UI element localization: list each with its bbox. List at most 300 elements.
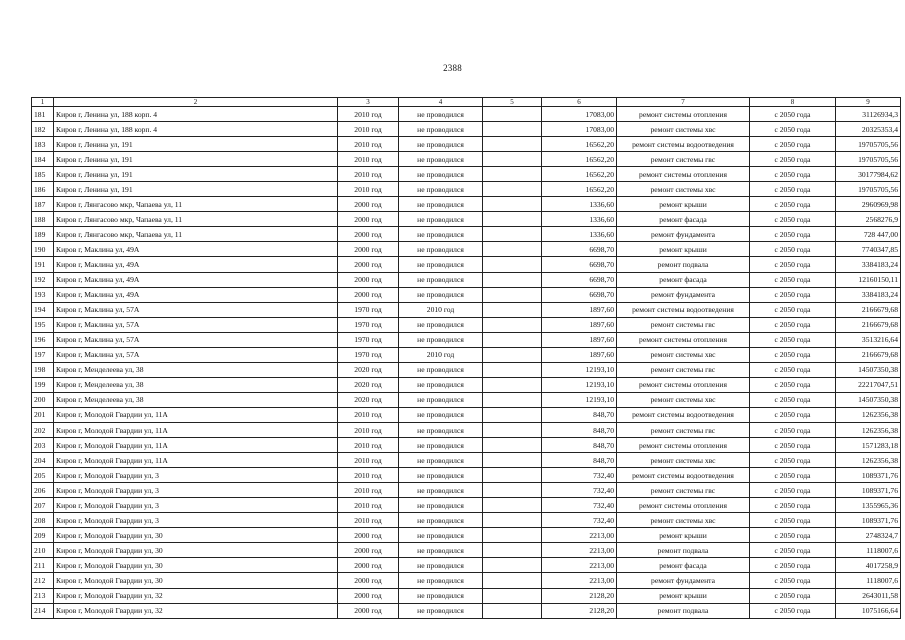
- empty-cell: [483, 287, 542, 302]
- address-cell: Киров г, Молодой Гвардии ул, 30: [54, 528, 338, 543]
- last-repair-cell: не проводился: [399, 332, 483, 347]
- table-body: [32, 107, 901, 619]
- cost-cell: 19705705,56: [836, 152, 901, 167]
- empty-cell: [483, 513, 542, 528]
- empty-cell: [483, 272, 542, 287]
- cost-cell: 1089371,76: [836, 468, 901, 483]
- empty-cell: [483, 122, 542, 137]
- area-cell: 2128,20: [542, 603, 617, 618]
- work-type-cell: ремонт системы водоотведения: [617, 137, 750, 152]
- area-cell: 1336,60: [542, 212, 617, 227]
- address-cell: Киров г, Менделеева ул, 38: [54, 377, 338, 392]
- area-cell: 1897,60: [542, 332, 617, 347]
- row-number-cell: 187: [32, 197, 54, 212]
- row-number-cell: 181: [32, 107, 54, 122]
- address-cell: Киров г, Молодой Гвардии ул, 32: [54, 588, 338, 603]
- area-cell: 848,70: [542, 453, 617, 468]
- address-cell: Киров г, Молодой Гвардии ул, 30: [54, 543, 338, 558]
- area-cell: 6698,70: [542, 257, 617, 272]
- row-number-cell: 205: [32, 468, 54, 483]
- table-row: [32, 468, 901, 483]
- planned-period-cell: с 2050 года: [750, 287, 836, 302]
- area-cell: 12193,10: [542, 362, 617, 377]
- planned-period-cell: с 2050 года: [750, 227, 836, 242]
- cost-cell: 728 447,00: [836, 227, 901, 242]
- work-type-cell: ремонт системы гвс: [617, 317, 750, 332]
- cost-cell: 2166679,68: [836, 347, 901, 362]
- build-year-cell: 2010 год: [338, 468, 399, 483]
- cost-cell: 3384183,24: [836, 287, 901, 302]
- planned-period-cell: с 2050 года: [750, 242, 836, 257]
- empty-cell: [483, 588, 542, 603]
- address-cell: Киров г, Ленина ул, 191: [54, 167, 338, 182]
- row-number-cell: 210: [32, 543, 54, 558]
- last-repair-cell: не проводился: [399, 453, 483, 468]
- row-number-cell: 198: [32, 362, 54, 377]
- address-cell: Киров г, Маклина ул, 49А: [54, 272, 338, 287]
- area-cell: 17083,00: [542, 107, 617, 122]
- area-cell: 848,70: [542, 438, 617, 453]
- last-repair-cell: не проводился: [399, 377, 483, 392]
- table-row: [32, 483, 901, 498]
- area-cell: 2213,00: [542, 543, 617, 558]
- planned-period-cell: с 2050 года: [750, 272, 836, 287]
- address-cell: Киров г, Маклина ул, 49А: [54, 242, 338, 257]
- table-row: [32, 167, 901, 182]
- cost-cell: 31126934,3: [836, 107, 901, 122]
- build-year-cell: 2020 год: [338, 392, 399, 407]
- area-cell: 2213,00: [542, 528, 617, 543]
- table-row: [32, 438, 901, 453]
- empty-cell: [483, 167, 542, 182]
- area-cell: 6698,70: [542, 287, 617, 302]
- last-repair-cell: не проводился: [399, 137, 483, 152]
- row-number-cell: 191: [32, 257, 54, 272]
- work-type-cell: ремонт крыши: [617, 197, 750, 212]
- registry-table: [31, 97, 901, 619]
- last-repair-cell: не проводился: [399, 107, 483, 122]
- build-year-cell: 1970 год: [338, 332, 399, 347]
- row-number-cell: 192: [32, 272, 54, 287]
- area-cell: 6698,70: [542, 242, 617, 257]
- empty-cell: [483, 558, 542, 573]
- empty-cell: [483, 257, 542, 272]
- table-row: [32, 588, 901, 603]
- address-cell: Киров г, Лянгасово мкр, Чапаева ул, 11: [54, 227, 338, 242]
- empty-cell: [483, 422, 542, 437]
- cost-cell: 3384183,24: [836, 257, 901, 272]
- area-cell: 2128,20: [542, 588, 617, 603]
- work-type-cell: ремонт системы хвс: [617, 182, 750, 197]
- planned-period-cell: с 2050 года: [750, 182, 836, 197]
- build-year-cell: 1970 год: [338, 302, 399, 317]
- last-repair-cell: не проводился: [399, 422, 483, 437]
- empty-cell: [483, 483, 542, 498]
- work-type-cell: ремонт подвала: [617, 257, 750, 272]
- last-repair-cell: 2010 год: [399, 302, 483, 317]
- last-repair-cell: не проводился: [399, 588, 483, 603]
- address-cell: Киров г, Менделеева ул, 38: [54, 362, 338, 377]
- build-year-cell: 2010 год: [338, 483, 399, 498]
- table-row: [32, 392, 901, 407]
- address-cell: Киров г, Маклина ул, 49А: [54, 287, 338, 302]
- planned-period-cell: с 2050 года: [750, 317, 836, 332]
- last-repair-cell: не проводился: [399, 182, 483, 197]
- last-repair-cell: не проводился: [399, 257, 483, 272]
- build-year-cell: 2010 год: [338, 407, 399, 422]
- planned-period-cell: с 2050 года: [750, 407, 836, 422]
- table-row: [32, 498, 901, 513]
- area-cell: 2213,00: [542, 573, 617, 588]
- table-row: [32, 362, 901, 377]
- empty-cell: [483, 468, 542, 483]
- work-type-cell: ремонт системы отопления: [617, 438, 750, 453]
- work-type-cell: ремонт системы водоотведения: [617, 468, 750, 483]
- build-year-cell: 2020 год: [338, 362, 399, 377]
- row-number-cell: 184: [32, 152, 54, 167]
- address-cell: Киров г, Ленина ул, 191: [54, 152, 338, 167]
- planned-period-cell: с 2050 года: [750, 137, 836, 152]
- address-cell: Киров г, Маклина ул, 57А: [54, 347, 338, 362]
- header-cell-number: 1: [32, 98, 54, 107]
- planned-period-cell: с 2050 года: [750, 377, 836, 392]
- table-row: [32, 543, 901, 558]
- row-number-cell: 182: [32, 122, 54, 137]
- planned-period-cell: с 2050 года: [750, 302, 836, 317]
- cost-cell: 14507350,38: [836, 392, 901, 407]
- cost-cell: 2643011,58: [836, 588, 901, 603]
- address-cell: Киров г, Ленина ул, 188 корп. 4: [54, 107, 338, 122]
- last-repair-cell: не проводился: [399, 603, 483, 618]
- row-number-cell: 197: [32, 347, 54, 362]
- table-row: [32, 272, 901, 287]
- planned-period-cell: с 2050 года: [750, 528, 836, 543]
- row-number-cell: 204: [32, 453, 54, 468]
- row-number-cell: 201: [32, 407, 54, 422]
- work-type-cell: ремонт системы гвс: [617, 362, 750, 377]
- table-row: [32, 212, 901, 227]
- work-type-cell: ремонт системы хвс: [617, 122, 750, 137]
- empty-cell: [483, 392, 542, 407]
- row-number-cell: 199: [32, 377, 54, 392]
- work-type-cell: ремонт фундамента: [617, 287, 750, 302]
- planned-period-cell: с 2050 года: [750, 332, 836, 347]
- last-repair-cell: не проводился: [399, 287, 483, 302]
- row-number-cell: 203: [32, 438, 54, 453]
- address-cell: Киров г, Менделеева ул, 38: [54, 392, 338, 407]
- empty-cell: [483, 377, 542, 392]
- area-cell: 16562,20: [542, 152, 617, 167]
- work-type-cell: ремонт фасада: [617, 558, 750, 573]
- area-cell: 1897,60: [542, 347, 617, 362]
- area-cell: 16562,20: [542, 167, 617, 182]
- table-row: [32, 257, 901, 272]
- area-cell: 732,40: [542, 498, 617, 513]
- work-type-cell: ремонт фундамента: [617, 227, 750, 242]
- table-row: [32, 317, 901, 332]
- row-number-cell: 214: [32, 603, 54, 618]
- address-cell: Киров г, Молодой Гвардии ул, 3: [54, 498, 338, 513]
- row-number-cell: 188: [32, 212, 54, 227]
- work-type-cell: ремонт системы хвс: [617, 392, 750, 407]
- address-cell: Киров г, Лянгасово мкр, Чапаева ул, 11: [54, 197, 338, 212]
- address-cell: Киров г, Ленина ул, 188 корп. 4: [54, 122, 338, 137]
- table-row: [32, 287, 901, 302]
- row-number-cell: 212: [32, 573, 54, 588]
- area-cell: 1336,60: [542, 197, 617, 212]
- table-row: [32, 197, 901, 212]
- cost-cell: 22217047,51: [836, 377, 901, 392]
- empty-cell: [483, 137, 542, 152]
- row-number-cell: 209: [32, 528, 54, 543]
- work-type-cell: ремонт подвала: [617, 543, 750, 558]
- build-year-cell: 2000 год: [338, 573, 399, 588]
- area-cell: 848,70: [542, 422, 617, 437]
- last-repair-cell: не проводился: [399, 272, 483, 287]
- area-cell: 1897,60: [542, 302, 617, 317]
- area-cell: 848,70: [542, 407, 617, 422]
- last-repair-cell: не проводился: [399, 167, 483, 182]
- header-cell-build-year: 3: [338, 98, 399, 107]
- area-cell: 12193,10: [542, 377, 617, 392]
- header-cell-work-type: 7: [617, 98, 750, 107]
- build-year-cell: 2010 год: [338, 137, 399, 152]
- table-row: [32, 528, 901, 543]
- header-cell-area: 6: [542, 98, 617, 107]
- last-repair-cell: не проводился: [399, 483, 483, 498]
- table-row: [32, 152, 901, 167]
- work-type-cell: ремонт фундамента: [617, 573, 750, 588]
- build-year-cell: 2010 год: [338, 453, 399, 468]
- last-repair-cell: не проводился: [399, 227, 483, 242]
- cost-cell: 4017258,9: [836, 558, 901, 573]
- work-type-cell: ремонт системы водоотведения: [617, 407, 750, 422]
- row-number-cell: 189: [32, 227, 54, 242]
- row-number-cell: 193: [32, 287, 54, 302]
- build-year-cell: 2010 год: [338, 438, 399, 453]
- area-cell: 732,40: [542, 483, 617, 498]
- last-repair-cell: не проводился: [399, 468, 483, 483]
- work-type-cell: ремонт подвала: [617, 603, 750, 618]
- table-row: [32, 107, 901, 122]
- planned-period-cell: с 2050 года: [750, 558, 836, 573]
- cost-cell: 1262356,38: [836, 453, 901, 468]
- planned-period-cell: с 2050 года: [750, 347, 836, 362]
- planned-period-cell: с 2050 года: [750, 107, 836, 122]
- work-type-cell: ремонт крыши: [617, 528, 750, 543]
- address-cell: Киров г, Молодой Гвардии ул, 11А: [54, 453, 338, 468]
- cost-cell: 19705705,56: [836, 137, 901, 152]
- empty-cell: [483, 227, 542, 242]
- empty-cell: [483, 107, 542, 122]
- table-header: [32, 98, 901, 107]
- last-repair-cell: не проводился: [399, 498, 483, 513]
- row-number-cell: 206: [32, 483, 54, 498]
- build-year-cell: 2010 год: [338, 513, 399, 528]
- build-year-cell: 2010 год: [338, 182, 399, 197]
- row-number-cell: 190: [32, 242, 54, 257]
- last-repair-cell: не проводился: [399, 513, 483, 528]
- work-type-cell: ремонт крыши: [617, 588, 750, 603]
- area-cell: 16562,20: [542, 182, 617, 197]
- build-year-cell: 2010 год: [338, 122, 399, 137]
- table-row: [32, 453, 901, 468]
- cost-cell: 1355965,36: [836, 498, 901, 513]
- address-cell: Киров г, Молодой Гвардии ул, 11А: [54, 407, 338, 422]
- planned-period-cell: с 2050 года: [750, 362, 836, 377]
- build-year-cell: 2000 год: [338, 242, 399, 257]
- cost-cell: 20325353,4: [836, 122, 901, 137]
- table-row: [32, 122, 901, 137]
- empty-cell: [483, 528, 542, 543]
- last-repair-cell: не проводился: [399, 152, 483, 167]
- build-year-cell: 2000 год: [338, 543, 399, 558]
- address-cell: Киров г, Маклина ул, 57А: [54, 302, 338, 317]
- area-cell: 1897,60: [542, 317, 617, 332]
- build-year-cell: 1970 год: [338, 317, 399, 332]
- planned-period-cell: с 2050 года: [750, 468, 836, 483]
- cost-cell: 2748324,7: [836, 528, 901, 543]
- planned-period-cell: с 2050 года: [750, 438, 836, 453]
- cost-cell: 7740347,85: [836, 242, 901, 257]
- build-year-cell: 2000 год: [338, 558, 399, 573]
- planned-period-cell: с 2050 года: [750, 603, 836, 618]
- table-row: [32, 182, 901, 197]
- work-type-cell: ремонт системы гвс: [617, 152, 750, 167]
- work-type-cell: ремонт системы отопления: [617, 107, 750, 122]
- area-cell: 732,40: [542, 513, 617, 528]
- row-number-cell: 202: [32, 422, 54, 437]
- empty-cell: [483, 197, 542, 212]
- cost-cell: 1075166,64: [836, 603, 901, 618]
- empty-cell: [483, 182, 542, 197]
- empty-cell: [483, 332, 542, 347]
- build-year-cell: 2000 год: [338, 227, 399, 242]
- area-cell: 2213,00: [542, 558, 617, 573]
- cost-cell: 2166679,68: [836, 302, 901, 317]
- table-row: [32, 407, 901, 422]
- cost-cell: 19705705,56: [836, 182, 901, 197]
- page-number: 2388: [443, 63, 462, 73]
- address-cell: Киров г, Лянгасово мкр, Чапаева ул, 11: [54, 212, 338, 227]
- empty-cell: [483, 603, 542, 618]
- address-cell: Киров г, Ленина ул, 191: [54, 182, 338, 197]
- row-number-cell: 194: [32, 302, 54, 317]
- last-repair-cell: не проводился: [399, 558, 483, 573]
- work-type-cell: ремонт крыши: [617, 242, 750, 257]
- row-number-cell: 208: [32, 513, 54, 528]
- planned-period-cell: с 2050 года: [750, 543, 836, 558]
- row-number-cell: 207: [32, 498, 54, 513]
- work-type-cell: ремонт системы отопления: [617, 332, 750, 347]
- work-type-cell: ремонт фасада: [617, 212, 750, 227]
- work-type-cell: ремонт системы водоотведения: [617, 302, 750, 317]
- planned-period-cell: с 2050 года: [750, 392, 836, 407]
- cost-cell: 3513216,64: [836, 332, 901, 347]
- planned-period-cell: с 2050 года: [750, 152, 836, 167]
- empty-cell: [483, 302, 542, 317]
- build-year-cell: 2000 год: [338, 257, 399, 272]
- planned-period-cell: с 2050 года: [750, 122, 836, 137]
- empty-cell: [483, 573, 542, 588]
- last-repair-cell: не проводился: [399, 122, 483, 137]
- planned-period-cell: с 2050 года: [750, 483, 836, 498]
- header-cell-cost: 9: [836, 98, 901, 107]
- build-year-cell: 2010 год: [338, 422, 399, 437]
- last-repair-cell: 2010 год: [399, 347, 483, 362]
- table-row: [32, 603, 901, 618]
- cost-cell: 1118007,6: [836, 573, 901, 588]
- planned-period-cell: с 2050 года: [750, 588, 836, 603]
- header-cell-col5: 5: [483, 98, 542, 107]
- address-cell: Киров г, Ленина ул, 191: [54, 137, 338, 152]
- area-cell: 732,40: [542, 468, 617, 483]
- build-year-cell: 2020 год: [338, 377, 399, 392]
- address-cell: Киров г, Молодой Гвардии ул, 11А: [54, 438, 338, 453]
- row-number-cell: 213: [32, 588, 54, 603]
- area-cell: 1336,60: [542, 227, 617, 242]
- build-year-cell: 2010 год: [338, 498, 399, 513]
- address-cell: Киров г, Молодой Гвардии ул, 32: [54, 603, 338, 618]
- area-cell: 16562,20: [542, 137, 617, 152]
- row-number-cell: 195: [32, 317, 54, 332]
- cost-cell: 2166679,68: [836, 317, 901, 332]
- work-type-cell: ремонт фасада: [617, 272, 750, 287]
- build-year-cell: 2000 год: [338, 528, 399, 543]
- table-row: [32, 347, 901, 362]
- last-repair-cell: не проводился: [399, 197, 483, 212]
- build-year-cell: 2000 год: [338, 588, 399, 603]
- build-year-cell: 2010 год: [338, 107, 399, 122]
- planned-period-cell: с 2050 года: [750, 453, 836, 468]
- planned-period-cell: с 2050 года: [750, 197, 836, 212]
- area-cell: 17083,00: [542, 122, 617, 137]
- row-number-cell: 211: [32, 558, 54, 573]
- cost-cell: 1262356,38: [836, 422, 901, 437]
- cost-cell: 14507350,38: [836, 362, 901, 377]
- table-row: [32, 242, 901, 257]
- cost-cell: 30177984,62: [836, 167, 901, 182]
- work-type-cell: ремонт системы хвс: [617, 513, 750, 528]
- address-cell: Киров г, Молодой Гвардии ул, 30: [54, 573, 338, 588]
- empty-cell: [483, 453, 542, 468]
- empty-cell: [483, 543, 542, 558]
- table-row: [32, 137, 901, 152]
- cost-cell: 12160150,11: [836, 272, 901, 287]
- work-type-cell: ремонт системы гвс: [617, 422, 750, 437]
- cost-cell: 1089371,76: [836, 483, 901, 498]
- cost-cell: 1089371,76: [836, 513, 901, 528]
- table-row: [32, 573, 901, 588]
- build-year-cell: 2000 год: [338, 212, 399, 227]
- address-cell: Киров г, Маклина ул, 49А: [54, 257, 338, 272]
- work-type-cell: ремонт системы отопления: [617, 167, 750, 182]
- address-cell: Киров г, Молодой Гвардии ул, 3: [54, 513, 338, 528]
- last-repair-cell: не проводился: [399, 242, 483, 257]
- address-cell: Киров г, Молодой Гвардии ул, 3: [54, 483, 338, 498]
- last-repair-cell: не проводился: [399, 543, 483, 558]
- last-repair-cell: не проводился: [399, 573, 483, 588]
- last-repair-cell: не проводился: [399, 392, 483, 407]
- row-number-cell: 185: [32, 167, 54, 182]
- last-repair-cell: не проводился: [399, 362, 483, 377]
- cost-cell: 2568276,9: [836, 212, 901, 227]
- work-type-cell: ремонт системы хвс: [617, 453, 750, 468]
- row-number-cell: 196: [32, 332, 54, 347]
- planned-period-cell: с 2050 года: [750, 513, 836, 528]
- area-cell: 12193,10: [542, 392, 617, 407]
- row-number-cell: 200: [32, 392, 54, 407]
